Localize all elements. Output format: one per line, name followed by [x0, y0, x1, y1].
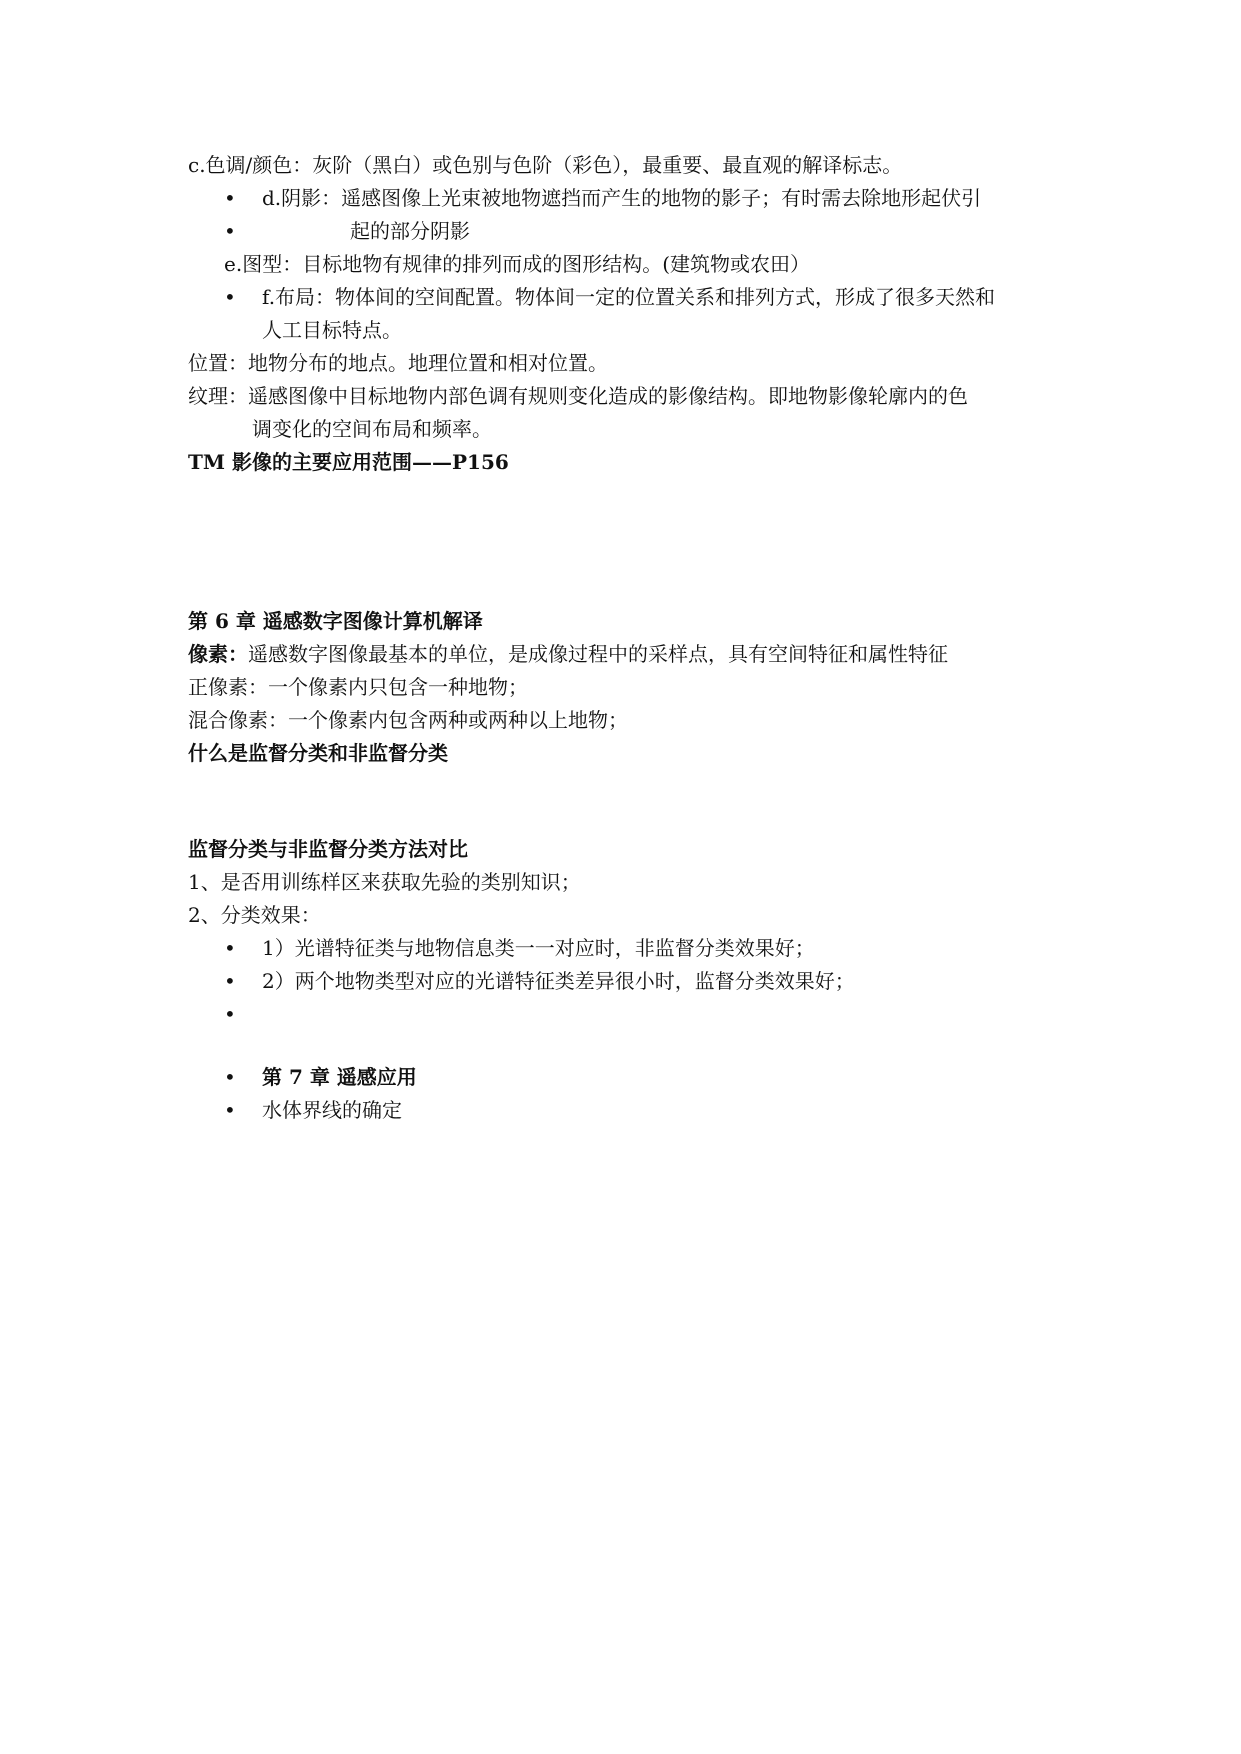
bullet-marker: •: [224, 969, 236, 993]
text-line-position: 位置：地物分布的地点。地理位置和相对位置。: [188, 351, 608, 375]
bullet-marker: •: [224, 1002, 236, 1026]
text-line-pure-pixel: 正像素：一个像素内只包含一种地物；: [188, 675, 528, 699]
pixel-definition: 遥感数字图像最基本的单位，是成像过程中的采样点，具有空间特征和属性特征: [248, 642, 948, 666]
pixel-term: 像素：: [188, 642, 248, 666]
bullet-marker: •: [224, 285, 236, 309]
text-line-texture-cont: 调变化的空间布局和频率。: [252, 417, 492, 441]
text-line-sub-1: 1）光谱特征类与地物信息类一一对应时，非监督分类效果好；: [262, 936, 815, 960]
text-line-pixel: [188, 641, 948, 667]
text-line-layout: f.布局：物体间的空间配置。物体间一定的位置关系和排列方式，形成了很多天然和: [262, 285, 996, 309]
text-line-item-1: 1、是否用训练样区来获取先验的类别知识；: [188, 870, 581, 894]
text-line-pattern: e.图型：目标地物有规律的排列而成的图形结构。(建筑物或农田）: [224, 252, 810, 276]
text-line-mixed-pixel: 混合像素：一个像素内包含两种或两种以上地物；: [188, 708, 628, 732]
heading-classification-question: 什么是监督分类和非监督分类: [188, 741, 448, 765]
bullet-marker: •: [224, 1065, 236, 1089]
text-line-texture: 纹理：遥感图像中目标地物内部色调有规则变化造成的影像结构。即地物影像轮廓内的色: [188, 384, 968, 408]
text-line-layout-cont: 人工目标特点。: [262, 318, 402, 342]
bullet-marker: •: [224, 1098, 236, 1122]
heading-tm-applications: TM 影像的主要应用范围——P156: [188, 450, 509, 474]
bullet-marker: •: [224, 219, 236, 243]
bullet-marker: •: [224, 936, 236, 960]
text-line-tone: c.色调/颜色：灰阶（黑白）或色别与色阶（彩色），最重要、最直观的解译标志。: [188, 153, 903, 177]
heading-chapter-7: 第 7 章 遥感应用: [262, 1065, 417, 1089]
text-line-shadow-cont: 起的部分阴影: [350, 219, 470, 243]
bullet-marker: •: [224, 186, 236, 210]
text-line-item-2: 2、分类效果：: [188, 903, 321, 927]
heading-classification-comparison: 监督分类与非监督分类方法对比: [188, 837, 468, 861]
text-line-water-boundary: 水体界线的确定: [262, 1098, 402, 1122]
heading-chapter-6: 第 6 章 遥感数字图像计算机解译: [188, 609, 483, 633]
text-line-sub-2: 2）两个地物类型对应的光谱特征类差异很小时，监督分类效果好；: [262, 969, 855, 993]
text-line-shadow: d.阴影：遥感图像上光束被地物遮挡而产生的地物的影子；有时需去除地形起伏引: [262, 186, 982, 210]
